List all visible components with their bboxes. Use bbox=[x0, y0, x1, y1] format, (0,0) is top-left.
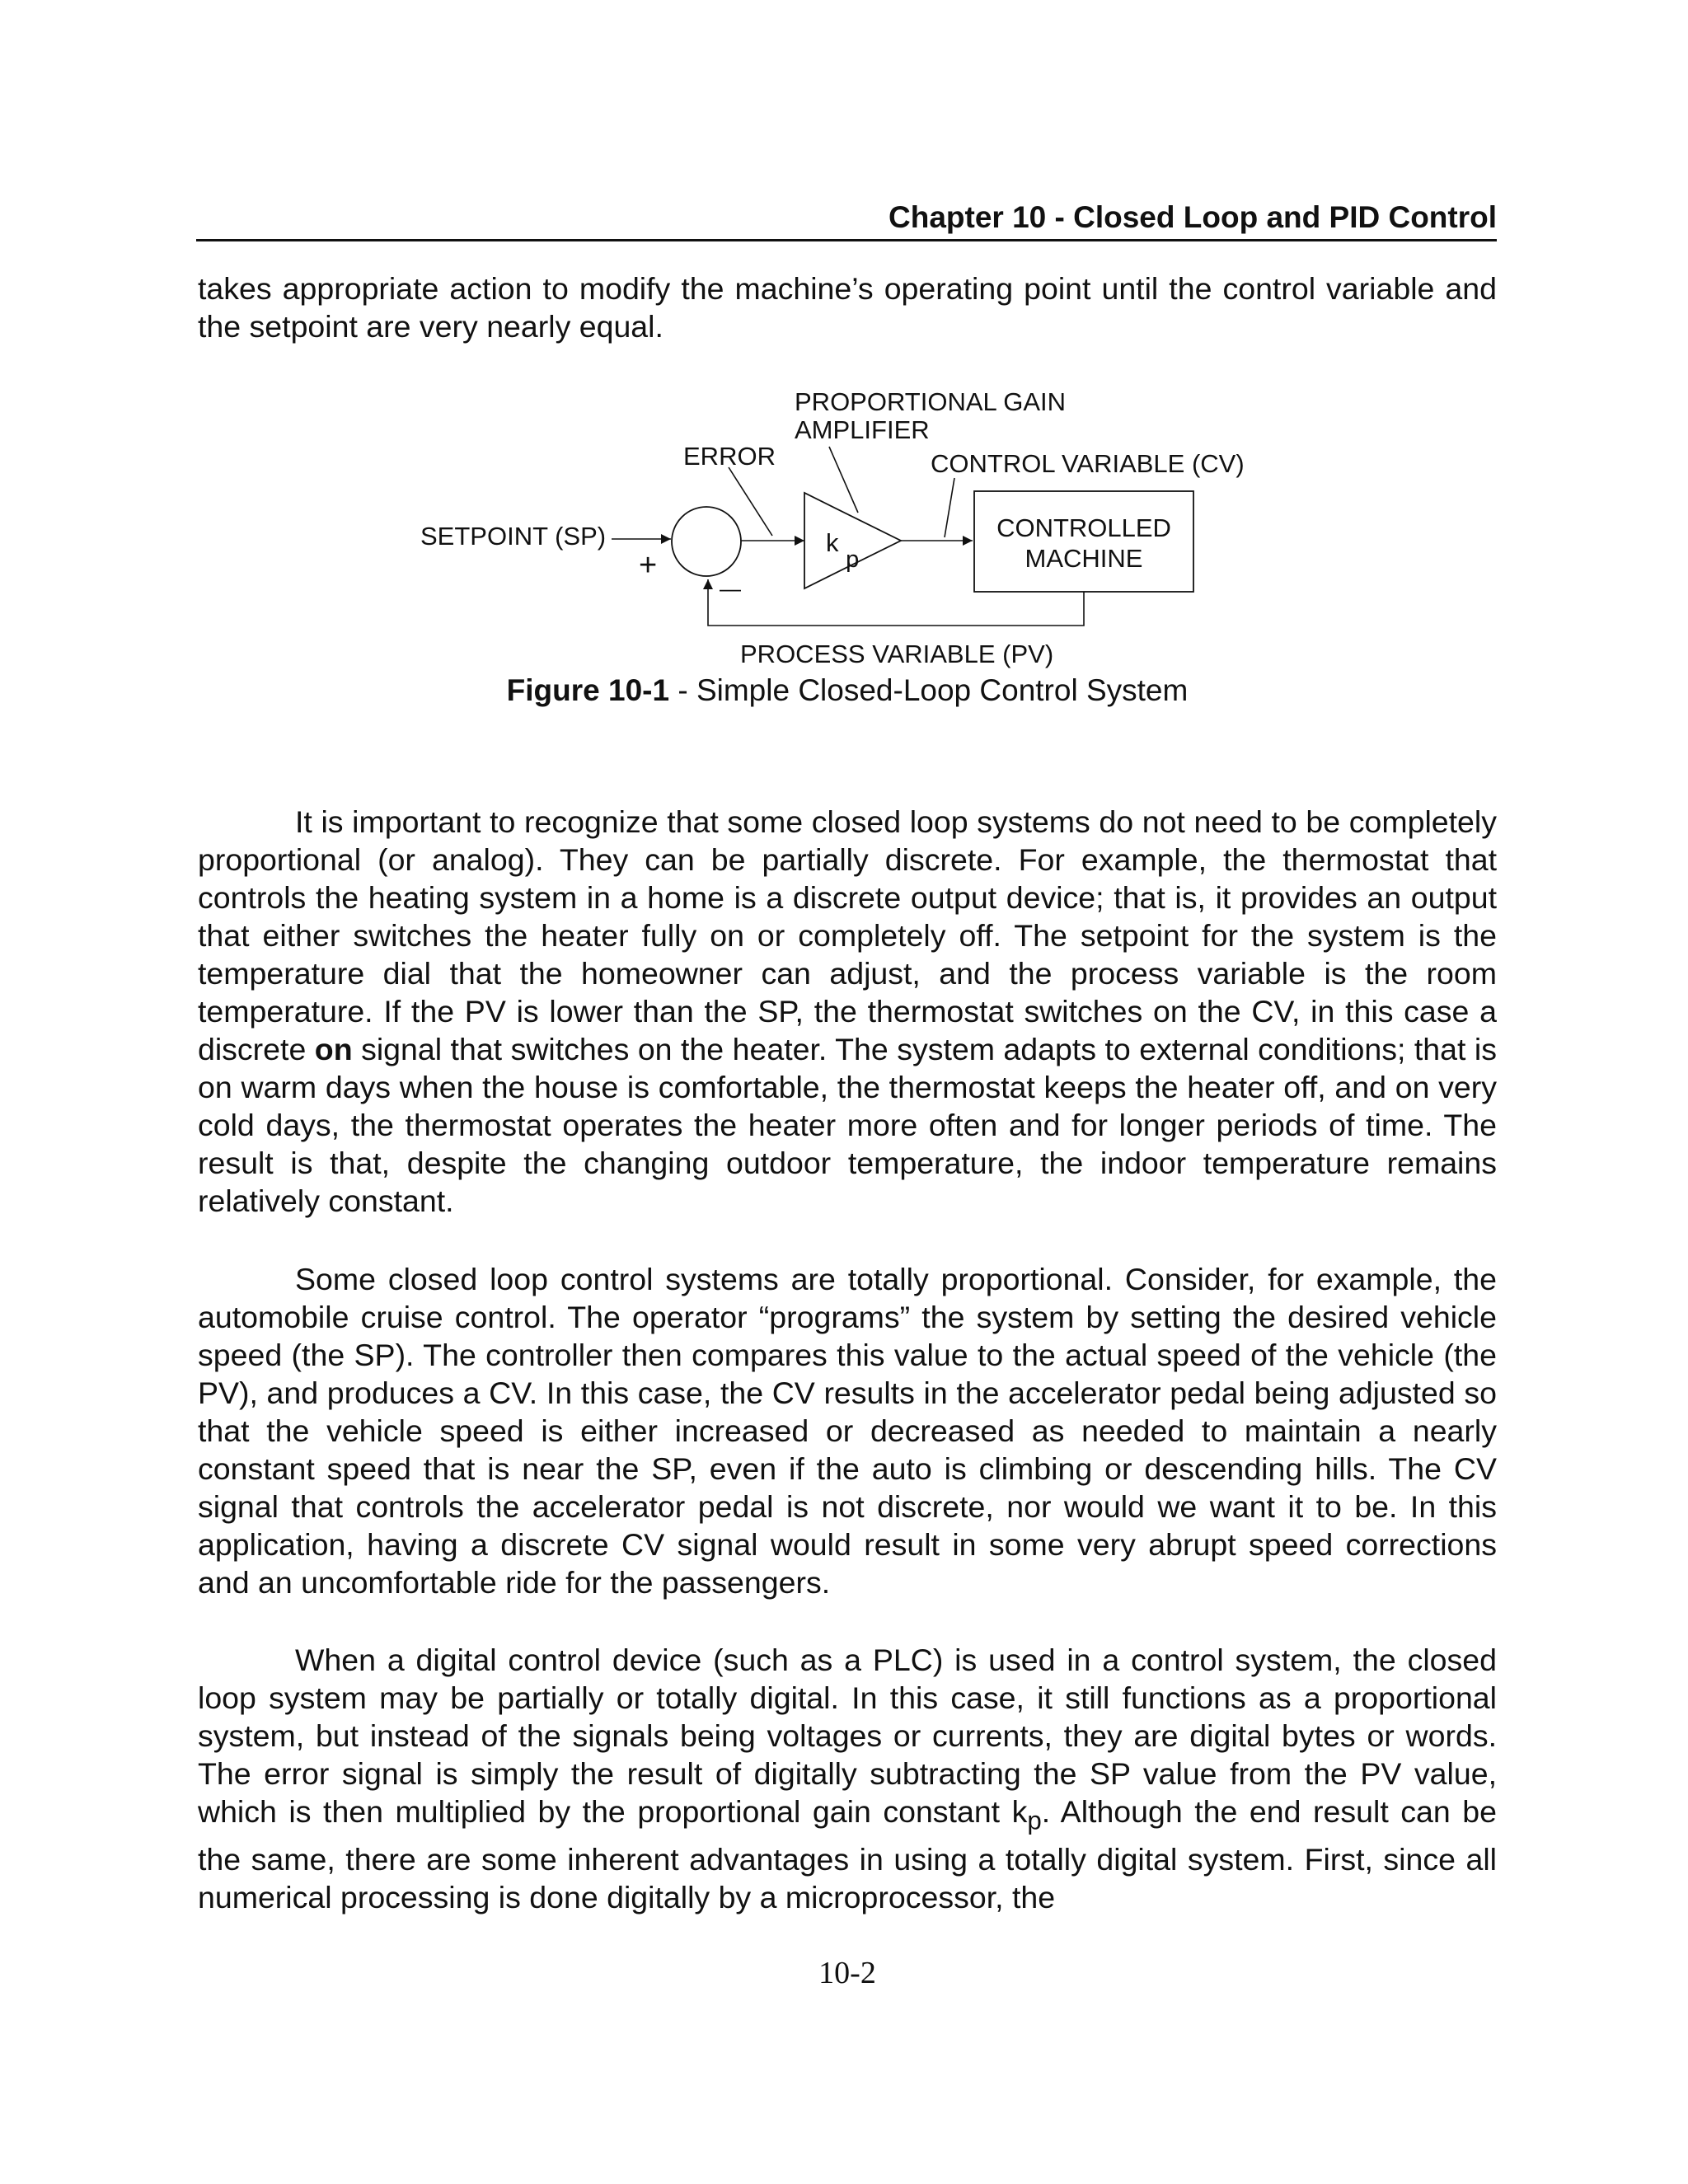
error-label: ERROR bbox=[683, 442, 776, 471]
feedback-path bbox=[708, 579, 1084, 626]
gain-label-line1: PROPORTIONAL GAIN bbox=[795, 387, 1067, 416]
body-paragraph-3: When a digital control device (such as a PLC) is used in a control system, the closed loop system may be partially or totally digital. In this case, it still functions as a proportional system, but instead of the signals being voltages or currents, they are digital bytes or words. The error signal is simply the result of digitally subtracting the SP value from the PV value, which is then multiplied by the proportional gain constant $k_p$. Although the end result can be the same, there are some inherent advantages in using a totally digital system. First, since all numerical processing is done digitally by a microprocessor, the bbox=[198, 1643, 1497, 1915]
body-paragraph-1: It is important to recognize that some closed loop systems do not need to be completely proportional (or analog). They can be partially discrete. For example, the thermostat that controls the heating system in a home is a discrete output device; that is, it provides an output that either switches the heater fully on or completely off. The setpoint for the system is the temperature dial that the homeowner can adjust, and the process variable is the room temperature. If the PV is lower than the SP, the thermostat switches on the CV, in this case a discrete on signal that switches on the heater. The system adapts to external conditions; that is on warm days when the house is comfortable, the thermostat keeps the heater off, and on very cold days, the thermostat operates the heater more often and for longer periods of time. The result is that, despite the changing outdoor temperature, the indoor temperature remains relatively constant. bbox=[198, 804, 1497, 1218]
pv-label: PROCESS VARIABLE (PV) bbox=[740, 640, 1054, 668]
machine-label-line2: MACHINE bbox=[1025, 544, 1143, 573]
page-number: 10-2 bbox=[818, 1956, 876, 1990]
gain-symbol: k p bbox=[826, 528, 860, 573]
figure-number: Figure 10-1 bbox=[506, 673, 670, 707]
minus-sign: — bbox=[720, 576, 741, 601]
gain-amplifier bbox=[804, 493, 901, 588]
closed-loop-diagram bbox=[396, 379, 1302, 676]
setpoint-label: SETPOINT (SP) bbox=[420, 522, 607, 551]
summing-junction bbox=[672, 507, 741, 576]
error-leader-line bbox=[729, 467, 772, 536]
machine-label-line1: CONTROLLED bbox=[996, 513, 1171, 542]
figure-caption bbox=[198, 671, 1497, 710]
cv-label: CONTROL VARIABLE (CV) bbox=[931, 449, 1245, 478]
figure-caption-text: - Simple Closed-Loop Control System bbox=[669, 673, 1189, 707]
chapter-title: Chapter 10 - Closed Loop and PID Control bbox=[889, 200, 1497, 234]
gain-leader-line bbox=[829, 447, 858, 513]
cv-leader-line bbox=[945, 478, 954, 537]
header-rule bbox=[196, 239, 1497, 241]
subscript-p: p bbox=[1027, 1806, 1042, 1835]
plus-sign: + bbox=[639, 548, 658, 583]
intro-paragraph: takes appropriate action to modify the machine’s operating point until the control variable and the setpoint are very nearly equal. bbox=[198, 271, 1497, 344]
bold-on: on bbox=[314, 1032, 353, 1066]
body-paragraph-2: Some closed loop control systems are totally proportional. Consider, for example, the automobile cruise control. The operator “programs” the system by setting the desired vehicle speed (the SP). The controller then compares this value to the actual speed of the vehicle (the PV), and produces a CV. In this case, the CV results in the accelerator pedal being adjusted so that the vehicle speed is either increased or decreased as needed to maintain a nearly constant speed that is near the SP, even if the auto is climbing or descending hills. The CV signal that controls the accelerator pedal is not discrete, nor would we want it to be. In this application, having a discrete CV signal would result in some very abrupt speed corrections and an uncomfortable ride for the passengers. bbox=[198, 1262, 1497, 1600]
gain-label-line2: AMPLIFIER bbox=[795, 415, 930, 444]
